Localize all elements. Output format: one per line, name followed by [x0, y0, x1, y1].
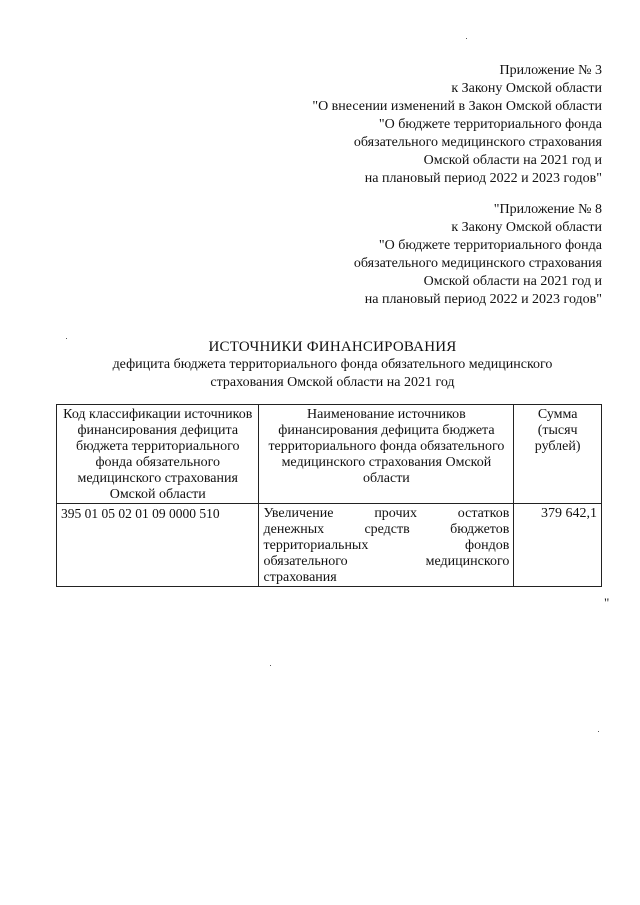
- scan-speck: [66, 338, 67, 339]
- row-name-line: Увеличение прочих остатков: [263, 506, 510, 521]
- appendix-line: "О внесении изменений в Закон Омской области: [312, 99, 602, 114]
- row-name-line: территориальных фондов: [263, 538, 510, 553]
- header-code: Код классификации источников финансирования дефицита бюджета территориального фонда обязательного медицинского страхования Омской области: [57, 405, 259, 504]
- appendix-line: "О бюджете территориального фонда: [378, 117, 602, 132]
- appendix-line: Омской области на 2021 год и: [423, 153, 602, 168]
- scan-speck: [270, 665, 271, 666]
- appendix-line: обязательного медицинского страхования: [353, 135, 602, 150]
- scan-speck: [466, 38, 467, 39]
- appendix-line: к Закону Омской области: [451, 81, 602, 96]
- title-main: ИСТОЧНИКИ ФИНАНСИРОВАНИЯ: [208, 339, 457, 355]
- row-code: 395 01 05 02 01 09 0000 510: [57, 504, 259, 587]
- row-name-line: обязательного медицинского: [263, 554, 510, 569]
- appendix-line: Омской области на 2021 год и: [423, 274, 602, 289]
- row-sum: 379 642,1: [514, 504, 602, 587]
- table-row: [57, 504, 602, 587]
- appendix-line: Приложение № 3: [499, 63, 602, 78]
- title-subtitle-line: страхования Омской области на 2021 год: [210, 375, 455, 390]
- appendix-8-header: [354, 201, 602, 309]
- appendix-line: обязательного медицинского страхования: [353, 256, 602, 271]
- appendix-3-header: [312, 62, 602, 188]
- scan-speck: [598, 731, 599, 732]
- appendix-line: на плановый период 2022 и 2023 годов": [364, 292, 602, 307]
- financing-sources-table: [56, 404, 602, 587]
- header-name: Наименование источников финансирования дефицита бюджета территориального фонда обязательного медицинского страхования Омской области: [259, 405, 514, 504]
- table-header-row: [57, 405, 602, 504]
- closing-quote: ": [604, 595, 610, 610]
- title-subtitle-line: дефицита бюджета территориального фонда обязательного медицинского: [112, 357, 553, 372]
- row-name-line: денежных средств бюджетов: [263, 522, 510, 537]
- row-name: [259, 504, 514, 587]
- appendix-line: к Закону Омской области: [451, 220, 602, 235]
- header-sum: Сумма (тысяч рублей): [514, 405, 602, 504]
- appendix-line: "Приложение № 8: [493, 202, 602, 217]
- document-title: [60, 338, 605, 392]
- row-name-line: страхования: [263, 570, 337, 585]
- appendix-line: "О бюджете территориального фонда: [378, 238, 602, 253]
- appendix-line: на плановый период 2022 и 2023 годов": [364, 171, 602, 186]
